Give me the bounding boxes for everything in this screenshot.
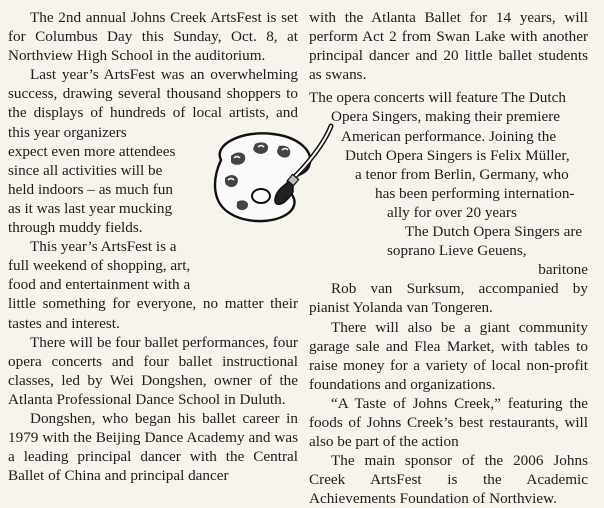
text-line: held indoors – as much fun	[8, 180, 173, 198]
paragraph: “A Taste of Johns Creek,” featuring the foods of Johns Creek’s best restaurants, will also be part of the action	[309, 394, 588, 451]
text-line: The opera concerts will feature The Dutch	[309, 89, 566, 107]
text-line: through muddy fields.	[8, 219, 143, 237]
paragraph: little something for everyone, no matter their tastes and interest.	[8, 295, 298, 332]
paragraph: The main sponsor of the 2006 Johns Creek ArtsFest is the Academic Achievements Foundation of Northview.	[309, 452, 588, 508]
paragraph: Last year’s ArtsFest was an overwhelming success, drawing several thousand shoppers to the displays of hundreds of local artists, and this year organizers	[8, 66, 298, 141]
paint-palette-brush-icon	[203, 122, 343, 234]
article-right-column	[309, 8, 588, 508]
article-left-column	[8, 8, 298, 485]
text-line: soprano Lieve Geuens,	[387, 242, 527, 260]
text-line: has been performing internation-	[375, 184, 575, 202]
paragraph: with the Atlanta Ballet for 14 years, will perform Act 2 from Swan Lake with another principal dancer and 20 little ballet students as swans.	[309, 9, 588, 84]
text-line: Opera Singers, making their premiere	[331, 108, 560, 126]
text-line: full weekend of shopping, art,	[8, 257, 191, 275]
paragraph: There will also be a giant community garage sale and Flea Market, with tables to raise money for a variety of local non-profit foundations and organizations.	[309, 318, 588, 393]
text-line: food and entertainment with a	[8, 276, 191, 294]
text-line: since all activities will be	[8, 161, 163, 179]
paragraph: There will be four ballet performances, four opera concerts and four ballet instructional classes, led by Wei Dongshen, owner of the Atlanta Professional Dance School in Duluth.	[8, 333, 298, 408]
text-line: American performance. Joining the	[341, 127, 557, 145]
text-line: This year’s ArtsFest is a	[30, 238, 177, 256]
text-line: as it was last year mucking	[8, 199, 173, 217]
text-line: baritone	[538, 261, 588, 279]
text-line: expect even more attendees	[8, 142, 176, 160]
paragraph: Dongshen, who began his ballet career in 1979 with the Beijing Dance Academy and was a leading principal dancer with the Central Ballet of China and principal dancer	[8, 409, 298, 485]
text-line: ally for over 20 years	[387, 203, 517, 221]
paragraph: Rob van Surksum, accompanied by pianist Yolanda van Tongeren.	[309, 280, 588, 317]
text-line: a tenor from Berlin, Germany, who	[355, 165, 569, 183]
text-line: Dutch Opera Singers is Felix Müller,	[345, 146, 570, 164]
text-line: The Dutch Opera Singers are	[405, 223, 583, 241]
paragraph: The 2nd annual Johns Creek ArtsFest is set for Columbus Day this Sunday, Oct. 8, at Northview High School in the auditorium.	[8, 9, 298, 65]
